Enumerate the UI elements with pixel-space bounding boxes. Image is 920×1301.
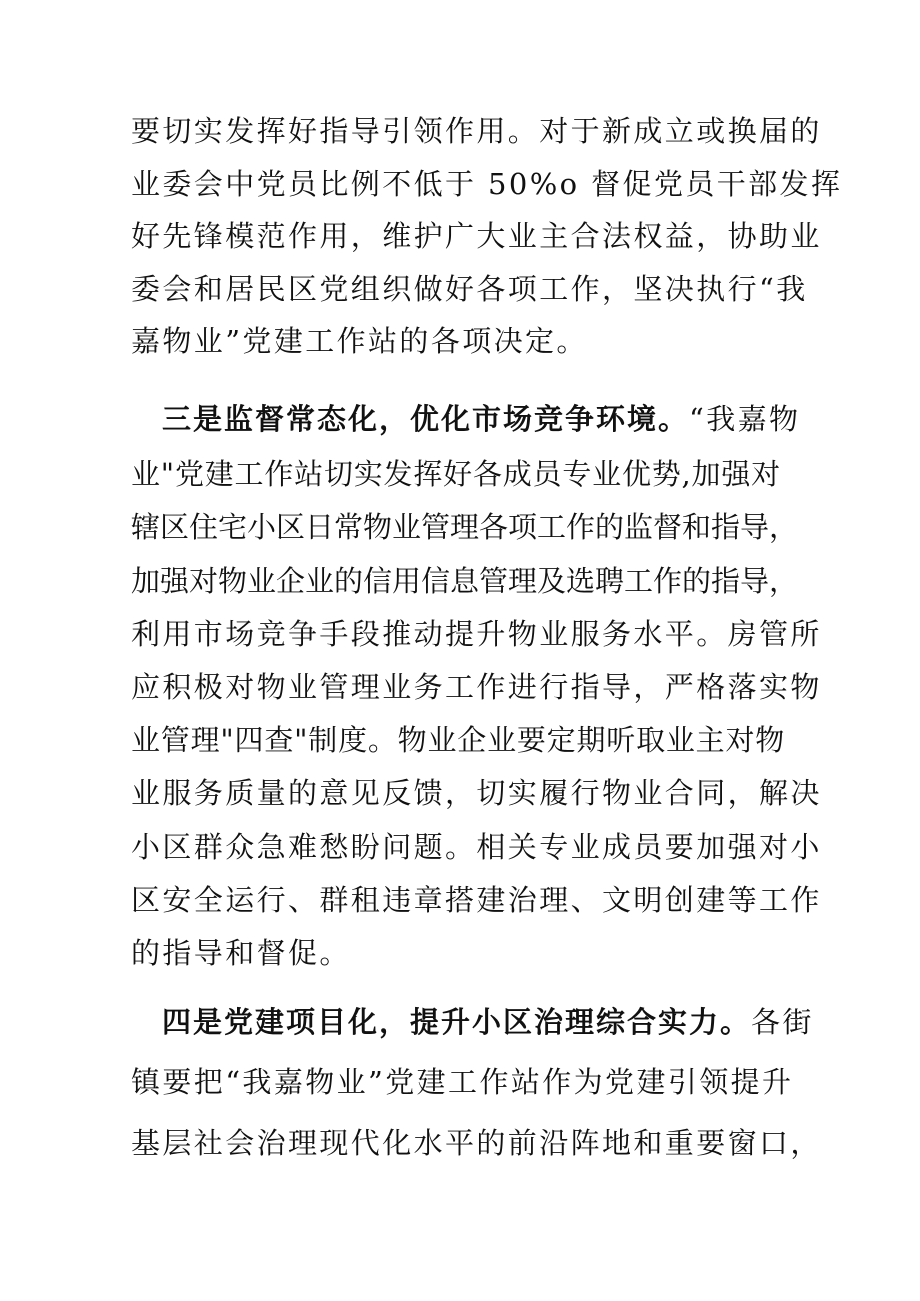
paragraph-heading-line [162, 398, 842, 440]
text-line: 小区群众急难愁盼问题。相关专业成员要加强对小 [131, 830, 822, 864]
text-line: 镇要把“我嘉物业”党建工作站作为党建引领提升 [131, 1065, 794, 1099]
text-line: 业"党建工作站切实发挥好各成员专业优势,加强对 [131, 457, 781, 491]
text-line: 区安全运行、群租违章搭建治理、文明创建等工作 [131, 883, 822, 917]
paragraph-heading-line [162, 1001, 842, 1043]
text-line: 的指导和督促。 [131, 936, 351, 970]
text-line: 利用市场竞争手段推动提升物业服务水平。房管所 [131, 617, 822, 651]
text-line: 嘉物业”党建工作站的各项决定。 [131, 324, 588, 358]
text-line: 业委会中党员比例不低于 50%o 督促党员干部发挥 [131, 167, 843, 201]
text-line: 基层社会治理现代化水平的前沿阵地和重要窗口， [131, 1126, 822, 1160]
text-line: 委会和居民区党组织做好各项工作，坚决执行“我 [131, 272, 808, 306]
text-line: 业管理"四查"制度。物业企业要定期听取业主对物 [131, 723, 786, 757]
paragraph-heading: 四是党建项目化，提升小区治理综合实力。 [162, 1005, 752, 1039]
text-line: 好先锋模范作用，维护广大业主合法权益，协助业 [131, 219, 822, 253]
heading-line-rest: 各街 [751, 1005, 814, 1039]
heading-line-rest: “我嘉物 [689, 402, 801, 436]
text-line: 应积极对物业管理业务工作进行指导，严格落实物 [131, 670, 822, 704]
text-line: 要切实发挥好指导引领作用。对于新成立或换届的 [131, 114, 822, 148]
text-line: 辖区住宅小区日常物业管理各项工作的监督和指导， [131, 510, 799, 544]
text-line: 业服务质量的意见反馈，切实履行物业合同，解决 [131, 776, 822, 810]
paragraph-heading: 三是监督常态化，优化市场竞争环境。 [162, 402, 690, 436]
text-line: 加强对物业企业的信用信息管理及选聘工作的指导， [131, 564, 799, 598]
